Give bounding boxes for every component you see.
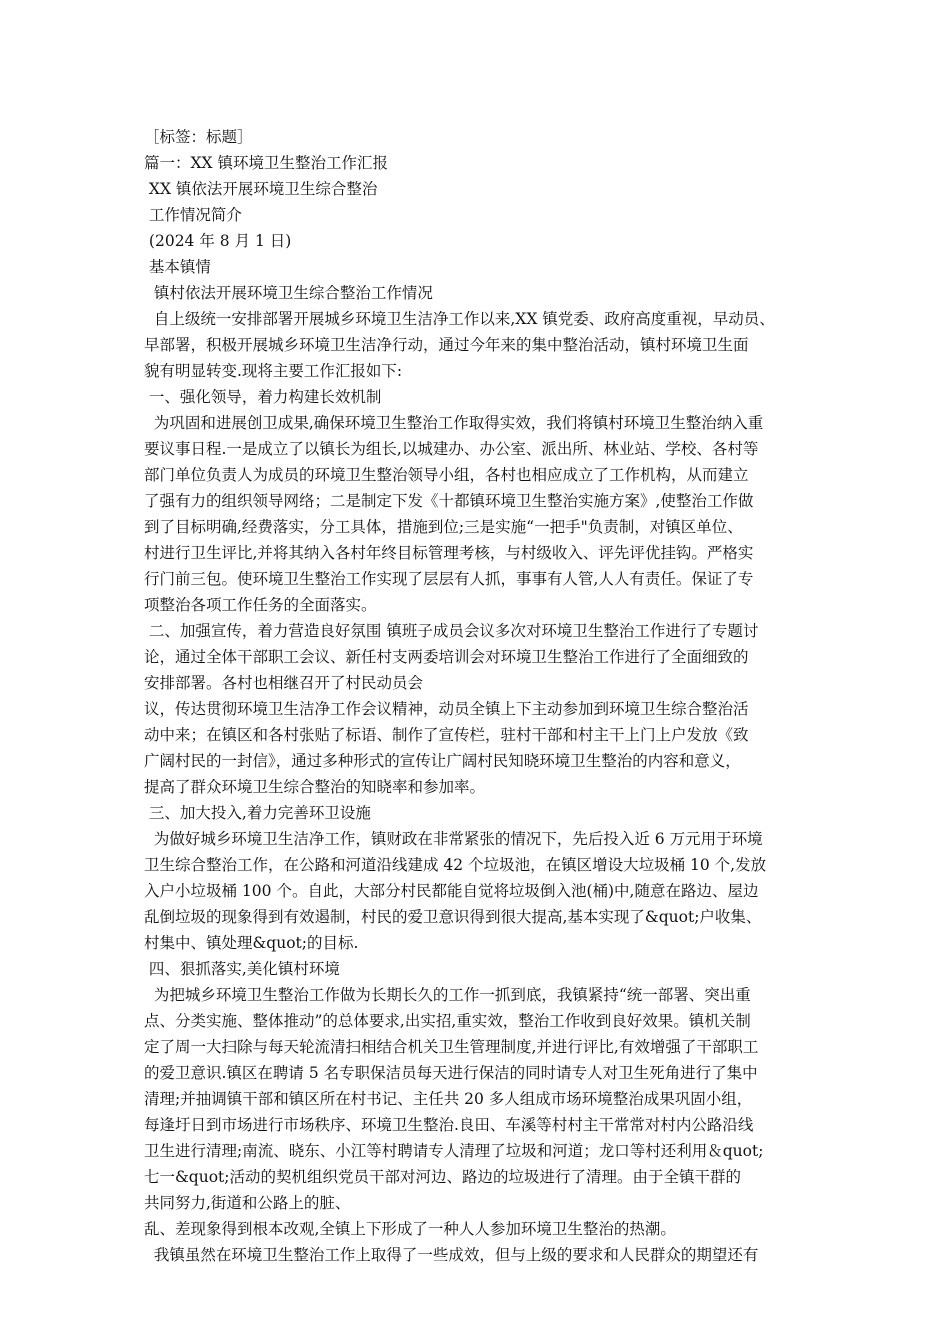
- text-line: 动中来；在镇区和各村张贴了标语、制作了宣传栏，驻村干部和村主干上门上户发放《致: [144, 726, 749, 744]
- text-line: 村进行卫生评比,并将其纳入各村年终目标管理考核，与村级收入、评先评优挂钩。严格实: [144, 544, 754, 562]
- text-line: 每逢圩日到市场进行市场秩序、环境卫生整治.良田、车溪等村村主干常常对村内公路沿线: [144, 1116, 754, 1134]
- text-line: 到了目标明确,经费落实，分工具体，措施到位;三是实施“一把手"负责制，对镇区单位、: [144, 518, 743, 536]
- text-line: 共同努力,街道和公路上的脏、: [144, 1194, 351, 1212]
- text-line: 早部署，积极开展城乡环境卫生洁净行动，通过今年来的集中整治活动，镇村环境卫生面: [144, 336, 749, 354]
- text-line: 议，传达贯彻环境卫生洁净工作会议精神，动员全镇上下主动参加到环境卫生综合整治活: [144, 700, 749, 718]
- text-line: 的爱卫意识.镇区在聘请 5 名专职保洁员每天进行保洁的同时请专人对卫生死角进行了集中: [144, 1064, 758, 1082]
- text-line: ［标签：标题］: [144, 128, 253, 146]
- text-line: 乱、差现象得到根本改观,全镇上下形成了一种人人参加环境卫生整治的热潮。: [144, 1220, 676, 1238]
- text-line: 了强有力的组织领导网络；二是制定下发《十都镇环境卫生整治实施方案》,使整治工作做: [144, 492, 754, 510]
- text-line: 自上级统一安排部署开展城乡环境卫生洁净工作以来,XX 镇党委、政府高度重视，早动员、: [144, 310, 775, 328]
- text-line: 为巩固和进展创卫成果,确保环境卫生整治工作取得实效，我们将镇村环境卫生整治纳入重: [144, 414, 764, 432]
- text-line: 我镇虽然在环境卫生整治工作上取得了一些成效，但与上级的要求和人民群众的期望还有: [144, 1246, 759, 1264]
- text-line: 七一&quot;活动的契机组织党员干部对河边、路边的垃圾进行了清理。由于全镇干群的: [144, 1168, 741, 1186]
- text-line: 项整治各项工作任务的全面落实。: [144, 596, 377, 614]
- text-line: 为把城乡环境卫生整治工作做为长期长久的工作一抓到底，我镇紧持“统一部署、突出重: [144, 986, 751, 1004]
- text-line: 工作情况简介: [144, 206, 242, 224]
- text-line: 三、加大投入,着力完善环卫设施: [144, 804, 371, 822]
- text-line: 入户小垃圾桶 100 个。自此，大部分村民都能自觉将垃圾倒入池(桶)中,随意在路边、屋边: [144, 882, 759, 900]
- text-line: XX 镇依法开展环境卫生综合整治: [144, 180, 378, 198]
- text-line: 点、分类实施、整体推动”的总体要求,出实招,重实效，整治工作收到良好效果。镇机关制: [144, 1012, 751, 1030]
- text-line: 提高了群众环境卫生综合整治的知晓率和参加率。: [144, 778, 486, 796]
- text-line: 定了周一大扫除与每天轮流清扫相结合机关卫生管理制度,并进行评比,有效增强了干部职工: [144, 1038, 759, 1056]
- text-line: 安排部署。各村也相继召开了村民动员会: [144, 674, 424, 692]
- text-line: 论，通过全体干部职工会议、新任村支两委培训会对环境卫生整治工作进行了全面细致的: [144, 648, 749, 666]
- text-line: 基本镇情: [144, 258, 211, 276]
- text-line: 为做好城乡环境卫生洁净工作，镇财政在非常紧张的情况下，先后投入近 6 万元用于环境: [144, 830, 763, 848]
- text-line: 貌有明显转变.现将主要工作汇报如下:: [144, 362, 403, 380]
- text-line: 广阔村民的一封信》，通过多种形式的宣传让广阔村民知晓环境卫生整治的内容和意义，: [144, 752, 741, 770]
- text-line: 四、狠抓落实,美化镇村环境: [144, 960, 340, 978]
- text-line: 卫生综合整治工作，在公路和河道沿线建成 42 个垃圾池，在镇区增设大垃圾桶 10 个,发放: [144, 856, 767, 874]
- text-line: 一、强化领导，着力构建长效机制: [144, 388, 382, 406]
- text-line: 部门单位负责人为成员的环境卫生整治领导小组，各村也相应成立了工作机构，从而建立: [144, 466, 749, 484]
- text-line: 篇一：XX 镇环境卫生整治工作汇报: [144, 154, 388, 172]
- text-line: 清理;并抽调镇干部和镇区所在村书记、主任共 20 多人组成市场环境整治成果巩固小组，: [144, 1090, 753, 1108]
- text-line: 卫生进行清理;南流、晓东、小江等村聘请专人清理了垃圾和河道；龙口等村还利用＆quot;: [144, 1142, 764, 1160]
- text-line: 村集中、镇处理&quot;的目标.: [144, 934, 359, 952]
- text-line: 要议事日程.一是成立了以镇长为组长,以城建办、办公室、派出所、林业站、学校、各村等: [144, 440, 759, 458]
- document-body: [144, 124, 824, 1268]
- text-line: 二、加强宣传，着力营造良好氛围 镇班子成员会议多次对环境卫生整治工作进行了专题讨: [144, 622, 759, 640]
- text-line: 行门前三包。使环境卫生整治工作实现了层层有人抓，事事有人管,人人有责任。保证了专: [144, 570, 754, 588]
- text-line: (2024 年 8 月 1 日): [144, 232, 292, 250]
- text-line: 镇村依法开展环境卫生综合整治工作情况: [144, 284, 433, 302]
- text-line: 乱倒垃圾的现象得到有效遏制，村民的爱卫意识得到很大提高,基本实现了&quot;户收集、: [144, 908, 762, 926]
